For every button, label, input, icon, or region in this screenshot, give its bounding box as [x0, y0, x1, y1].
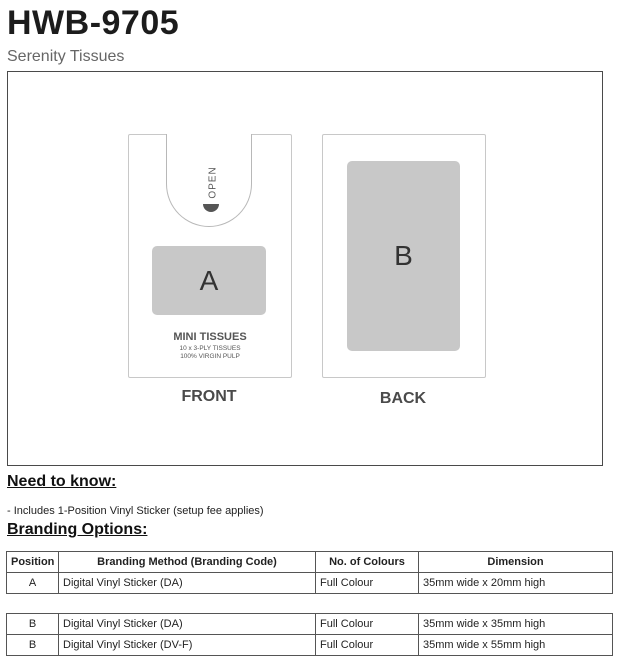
method-cell: Digital Vinyl Sticker (DA) [59, 573, 316, 594]
colours-cell: Full Colour [316, 635, 419, 656]
need-to-know-heading: Need to know: [7, 473, 117, 490]
column-header: Dimension [419, 552, 613, 573]
product-print-line: 100% VIRGIN PULP [180, 353, 240, 360]
half-circle-icon [203, 204, 219, 212]
colours-cell: Full Colour [316, 573, 419, 594]
dimension-cell: 35mm wide x 20mm high [419, 573, 613, 594]
column-header: Position [7, 552, 59, 573]
back-panel [322, 134, 486, 378]
open-flap [166, 134, 252, 227]
need-to-know-note: - Includes 1-Position Vinyl Sticker (setup fee applies) [7, 505, 264, 517]
back-label: BACK [379, 390, 427, 407]
branding-table-back [6, 613, 613, 656]
product-name: Serenity Tissues [7, 48, 125, 65]
dimension-cell: 35mm wide x 35mm high [419, 614, 613, 635]
branding-options-heading: Branding Options: [7, 521, 148, 538]
open-label: OPEN [207, 165, 219, 199]
product-code: HWB-9705 [7, 4, 180, 42]
table-row [7, 635, 613, 656]
position-cell: B [7, 635, 59, 656]
front-panel [128, 134, 292, 378]
position-cell: A [7, 573, 59, 594]
method-cell: Digital Vinyl Sticker (DV-F) [59, 635, 316, 656]
colours-cell: Full Colour [316, 614, 419, 635]
column-header: No. of Colours [316, 552, 419, 573]
product-print-line: 10 x 3-PLY TISSUES [179, 345, 241, 352]
method-cell: Digital Vinyl Sticker (DA) [59, 614, 316, 635]
branding-diagram [7, 71, 603, 466]
column-header: Branding Method (Branding Code) [59, 552, 316, 573]
product-print-title: MINI TISSUES [173, 331, 247, 343]
front-label: FRONT [181, 388, 237, 405]
branding-zone-a: A [152, 246, 266, 315]
position-cell: B [7, 614, 59, 635]
branding-table [6, 551, 613, 594]
table-row [7, 614, 613, 635]
dimension-cell: 35mm wide x 55mm high [419, 635, 613, 656]
table-row [7, 573, 613, 594]
table-header-row [7, 552, 613, 573]
branding-zone-b: B [347, 161, 460, 351]
